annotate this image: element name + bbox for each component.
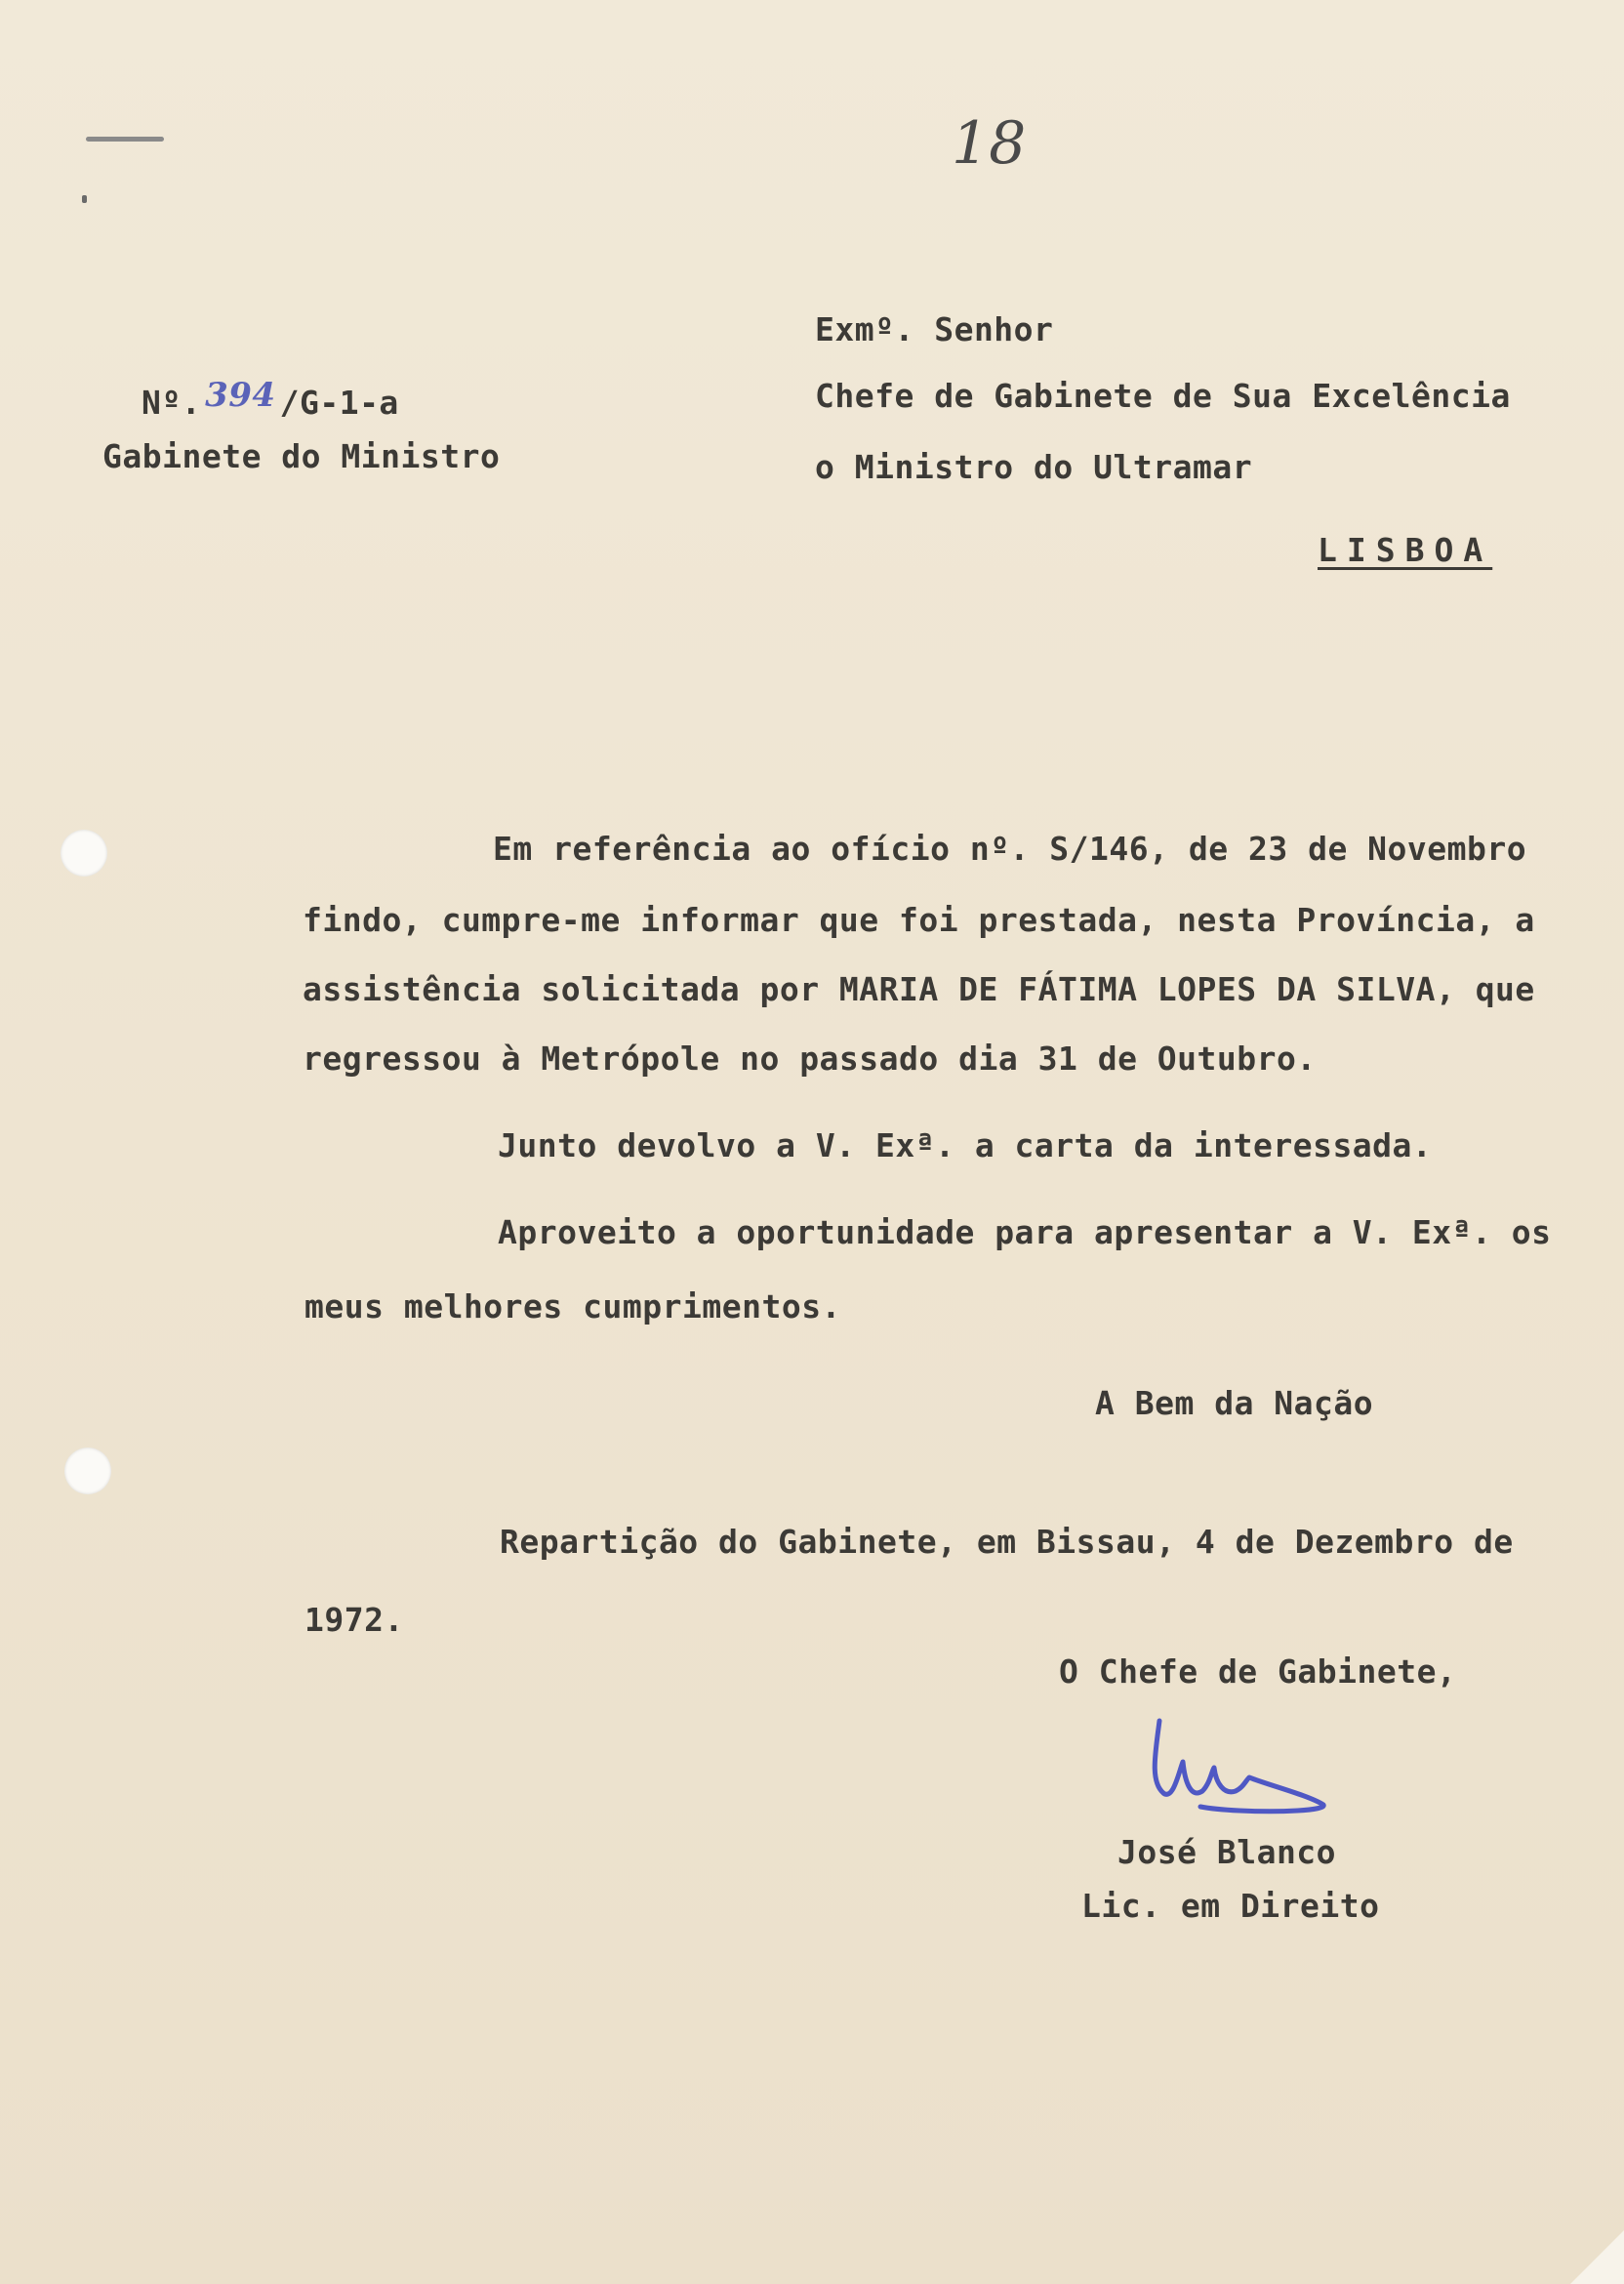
signer-credential: Lic. em Direito [1081,1887,1380,1925]
handwritten-reference-number: 394 [205,376,276,415]
recipient-city: LISBOA [1318,531,1493,569]
worn-corner [1570,2230,1624,2284]
salutation: Exmº. Senhor [815,310,1054,348]
signature [1142,1713,1357,1850]
handwritten-page-number: 18 [952,109,1027,178]
punch-hole-top [61,830,107,877]
closing-motto: A Bem da Nação [1095,1384,1374,1422]
body-para3-line2: meus melhores cumprimentos. [304,1287,841,1326]
reference-prefix: Nº. [142,384,202,422]
date-line1: Repartição do Gabinete, em Bissau, 4 de Dezembro de [500,1523,1514,1561]
ink-dot [82,195,87,203]
reference-suffix: /G-1-a [279,384,399,422]
body-para1-line2: findo, cumpre-me informar que foi prestada, nesta Província, a [303,901,1535,939]
recipient-title-line1: Chefe de Gabinete de Sua Excelência [815,377,1511,415]
reference-office: Gabinete do Ministro [102,437,501,475]
body-para1-line4: regressou à Metrópole no passado dia 31 de Outubro. [303,1040,1317,1078]
punch-hole-bottom [64,1448,111,1494]
body-para1-line1: Em referência ao ofício nº. S/146, de 23 de Novembro [493,830,1527,868]
body-para1-line3: assistência solicitada por MARIA DE FÁTIMA LOPES DA SILVA, que [303,970,1535,1008]
body-para3-line1: Aproveito a oportunidade para apresentar a V. Exª. os [498,1213,1552,1251]
signer-name: José Blanco [1117,1833,1337,1871]
recipient-title-line2: o Ministro do Ultramar [815,448,1253,486]
body-para2: Junto devolvo a V. Exª. a carta da interessada. [498,1126,1433,1164]
signer-role: O Chefe de Gabinete, [1059,1652,1457,1691]
date-line2: 1972. [304,1601,404,1639]
ink-smudge [86,137,164,142]
reference-number [142,376,399,423]
